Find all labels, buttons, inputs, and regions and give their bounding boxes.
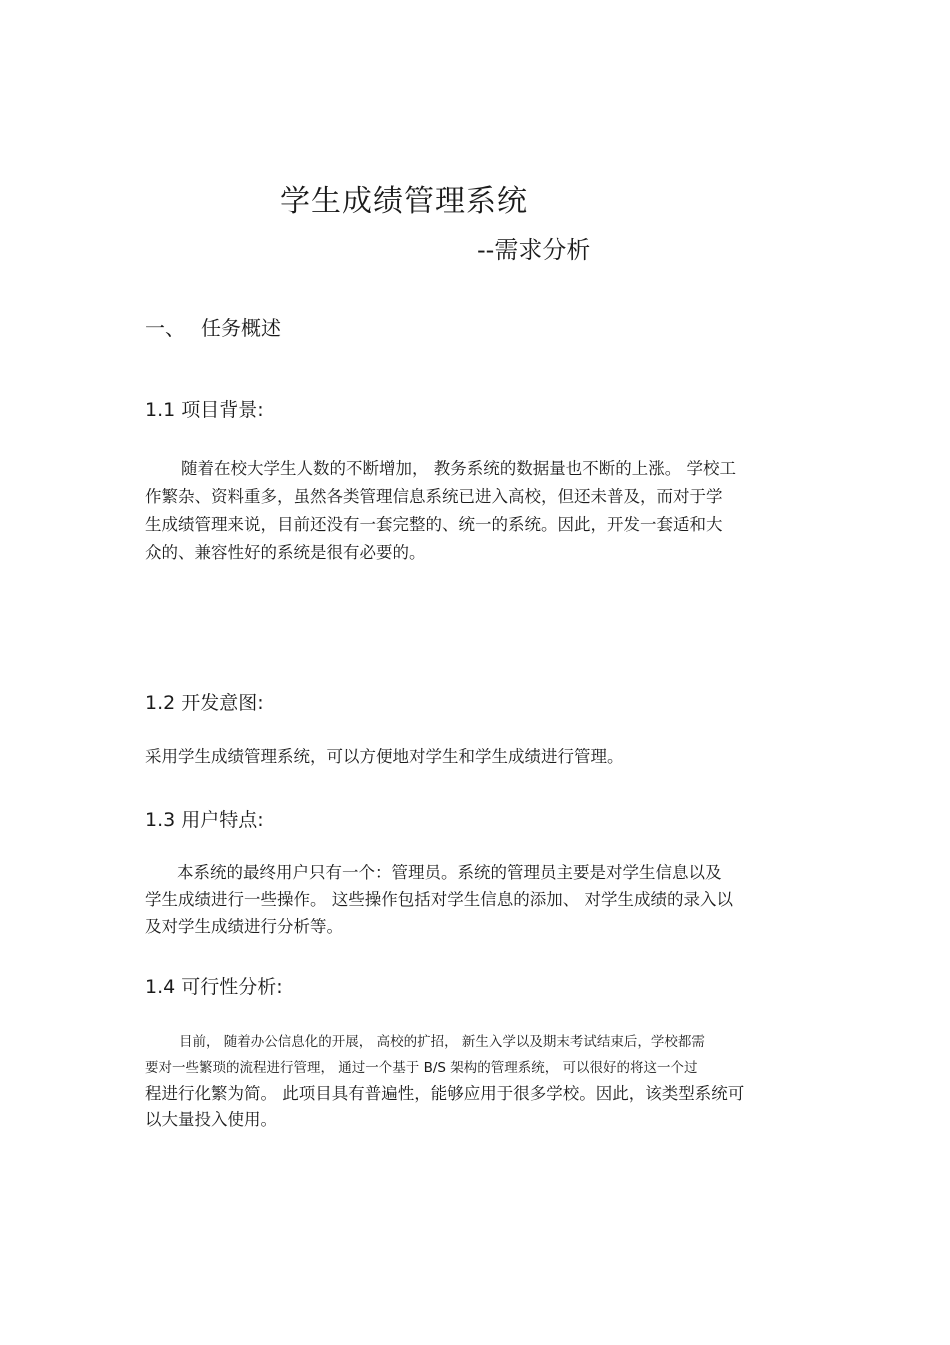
paragraph-1-4 <box>145 1029 744 1133</box>
paragraph-1-1 <box>145 455 736 567</box>
paragraph-line: 及对学生成绩进行分析等。 <box>145 917 343 936</box>
paragraph-line: 要对一些繁琐的流程进行管理， 通过一个基于 B/S 架构的管理系统， 可以很好的将这一个过 <box>145 1060 698 1076</box>
paragraph-line: 生成绩管理来说，目前还没有一套完整的、统一的系统。因此，开发一套适和大 <box>145 515 723 534</box>
paragraph-line: 作繁杂、资料重多，虽然各类管理信息系统已进入高校，但还未普及，而对于学 <box>145 487 723 506</box>
section-heading-1 <box>145 312 281 341</box>
section-number: 一、 <box>145 316 185 340</box>
paragraph-line: 本系统的最终用户只有一个：管理员。系统的管理员主要是对学生信息以及 <box>177 863 722 882</box>
heading-1-3: 1.3 用户特点: <box>145 809 264 831</box>
section-label: 任务概述 <box>201 316 281 340</box>
heading-1-1: 1.1 项目背景: <box>145 399 264 421</box>
paragraph-line: 程进行化繁为简。 此项目具有普遍性，能够应用于很多学校。因此，该类型系统可 <box>145 1084 745 1103</box>
document-title: 学生成绩管理系统 <box>280 184 528 219</box>
paragraph-line: 采用学生成绩管理系统，可以方便地对学生和学生成绩进行管理。 <box>145 747 624 766</box>
paragraph-1-2 <box>145 743 624 771</box>
heading-1-2: 1.2 开发意图: <box>145 692 264 714</box>
paragraph-line: 学生成绩进行一些操作。 这些操作包括对学生信息的添加、 对学生成绩的录入以 <box>145 890 733 909</box>
paragraph-1-3 <box>145 859 733 940</box>
paragraph-line: 以大量投入使用。 <box>145 1110 277 1129</box>
paragraph-line: 众的、兼容性好的系统是很有必要的。 <box>145 543 426 562</box>
heading-1-4: 1.4 可行性分析: <box>145 976 283 998</box>
document-subtitle: --需求分析 <box>477 236 591 264</box>
paragraph-line: 随着在校大学生人数的不断增加， 教务系统的数据量也不断的上涨。 学校工 <box>181 459 736 478</box>
paragraph-line: 目前， 随着办公信息化的开展， 高校的扩招， 新生入学以及期末考试结束后，学校都需 <box>179 1034 705 1050</box>
